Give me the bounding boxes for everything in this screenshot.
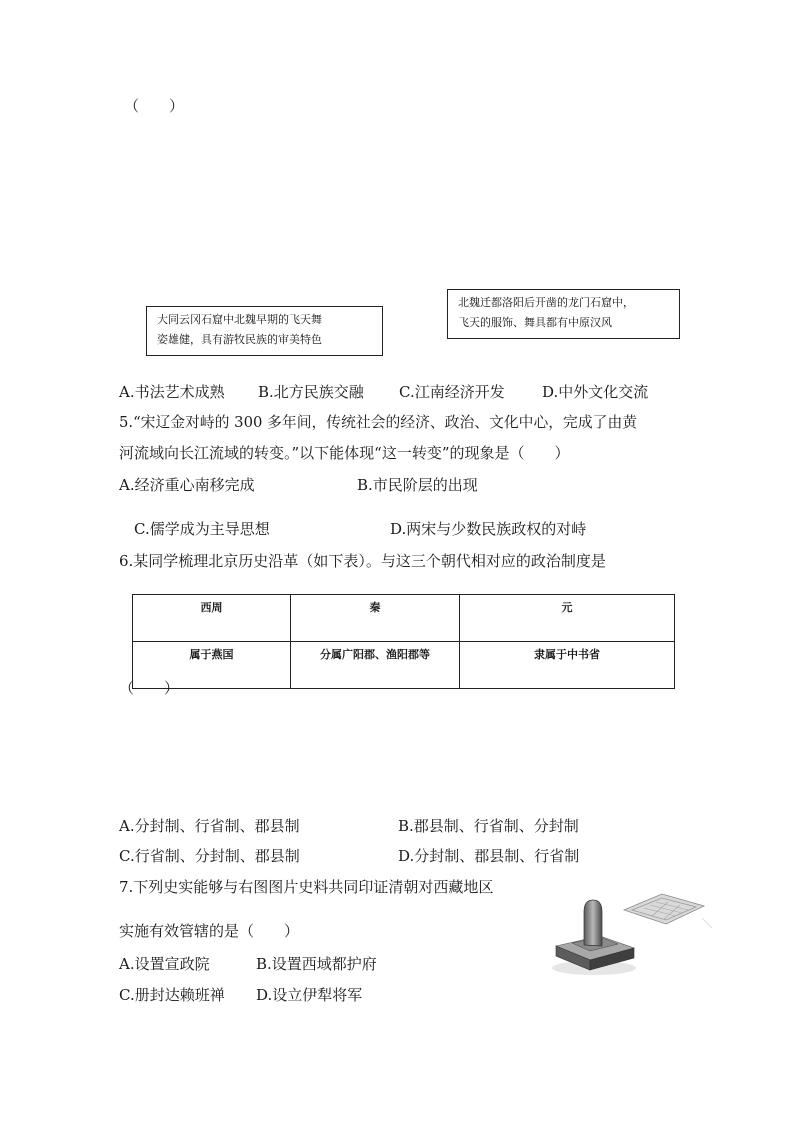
q5-option-d[interactable]: D.两宋与少数民族政权的对峙 [390,520,587,538]
q5-option-a[interactable]: A.经济重心南移完成 [119,476,255,494]
q5-stem-line1: 5.“宋辽金对峙的 300 多年间，传统社会的经济、政治、文化中心，完成了由黄 [119,414,638,431]
table-row [133,642,675,689]
q4-option-d[interactable]: D.中外文化交流 [542,383,649,401]
table-cell-xizhou: 属于燕国 [133,642,291,689]
table-cell-qin: 分属广阳郡、渔阳郡等 [291,642,460,689]
q6-option-a[interactable]: A.分封制、行省制、郡县制 [119,817,300,835]
q7-option-a[interactable]: A.设置宣政院 [119,955,210,973]
q7-stem-line2: 实施有效管辖的是（ ） [119,922,300,940]
q5-option-c[interactable]: C.儒学成为主导思想 [134,520,270,538]
q4-option-a[interactable]: A.书法艺术成熟 [119,383,225,401]
q5-option-b[interactable]: B.市民阶层的出现 [357,476,478,494]
q7-option-d[interactable]: D.设立伊犁将军 [256,986,363,1004]
caption-longmen-line2: 飞天的服饰、舞具都有中原汉风 [458,316,612,329]
q6-option-d[interactable]: D.分封制、郡县制、行省制 [398,847,580,865]
caption-longmen-line1: 北魏迁都洛阳后开凿的龙门石窟中， [458,296,634,309]
table-cell-yuan: 隶属于中书省 [460,642,675,689]
q5-stem-line2: 河流域向长江流域的转变。”以下能体现“这一转变”的现象是（ ） [119,444,570,462]
q7-stem-line1: 7.下列史实能够与右图图片史料共同印证清朝对西藏地区 [119,878,494,896]
qing-seal-photo [552,888,712,978]
caption-yungang-line1: 大同云冈石窟中北魏早期的飞天舞 [157,313,322,326]
table-header-yuan: 元 [460,595,675,642]
q6-stem: 6.某同学梳理北京历史沿革（如下表）。与这三个朝代相对应的政治制度是 [119,552,606,570]
q6-answer-paren: （ ） [119,679,180,697]
q4-answer-paren: （ ） [124,97,185,115]
table-header-row [133,595,675,642]
q7-option-c[interactable]: C.册封达赖班禅 [119,986,225,1004]
table-header-xizhou: 西周 [133,595,291,642]
beijing-history-table [132,594,675,689]
caption-yungang [146,306,383,356]
q7-option-b[interactable]: B.设置西域都护府 [256,955,377,973]
caption-longmen [447,289,680,339]
table-header-qin: 秦 [291,595,460,642]
q6-option-c[interactable]: C.行省制、分封制、郡县制 [119,847,300,865]
caption-yungang-line2: 姿雄健，具有游牧民族的审美特色 [157,333,322,346]
seal-icon [552,888,712,978]
q4-option-b[interactable]: B.北方民族交融 [258,383,364,401]
q4-option-c[interactable]: C.江南经济开发 [399,383,505,401]
q6-option-b[interactable]: B.郡县制、行省制、分封制 [398,817,579,835]
